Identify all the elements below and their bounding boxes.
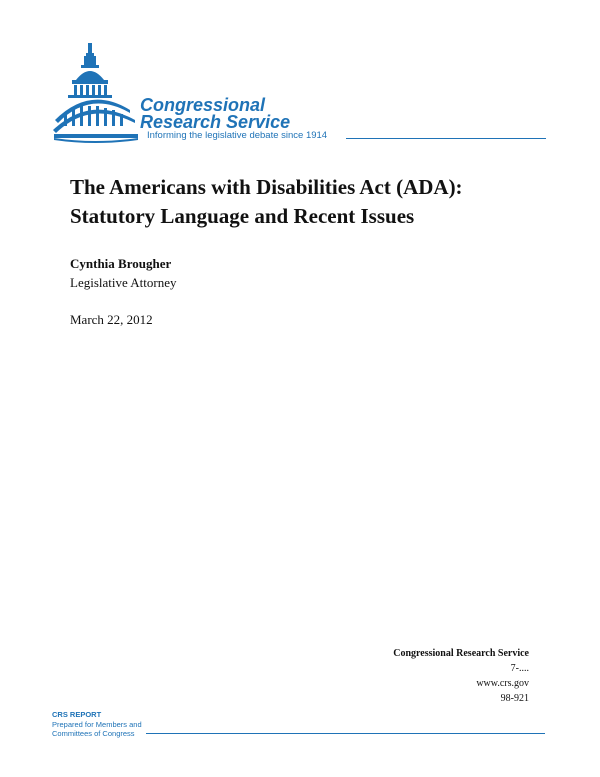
report-title: The Americans with Disabilities Act (ADA): Statutory Language and Recent Issues <box>70 175 463 228</box>
crs-report-line2: Committees of Congress <box>52 729 135 738</box>
footer-org: Congressional Research Service <box>393 648 529 659</box>
crs-report-heading: CRS REPORT <box>52 710 102 719</box>
crs-report-line1: Prepared for Members and <box>52 719 142 729</box>
org-name-line1: Congressional <box>140 95 266 115</box>
report-info-block <box>393 646 529 706</box>
report-date: March 22, 2012 <box>70 312 153 327</box>
author-role: Legislative Attorney <box>70 275 177 290</box>
crs-report-label <box>52 710 142 739</box>
capitol-dome-icon <box>50 40 140 145</box>
footer-code: 7-.... <box>510 663 529 674</box>
crs-logo <box>50 40 550 150</box>
footer-website: www.crs.gov <box>476 678 529 689</box>
tagline-rule <box>346 138 546 139</box>
tagline: Informing the legislative debate since 1914 <box>147 130 328 141</box>
org-name-line2: Research Service <box>140 112 291 132</box>
footer-report-number: 98-921 <box>500 693 529 704</box>
bottom-rule <box>146 733 545 734</box>
author-name: Cynthia Brougher <box>70 256 172 271</box>
